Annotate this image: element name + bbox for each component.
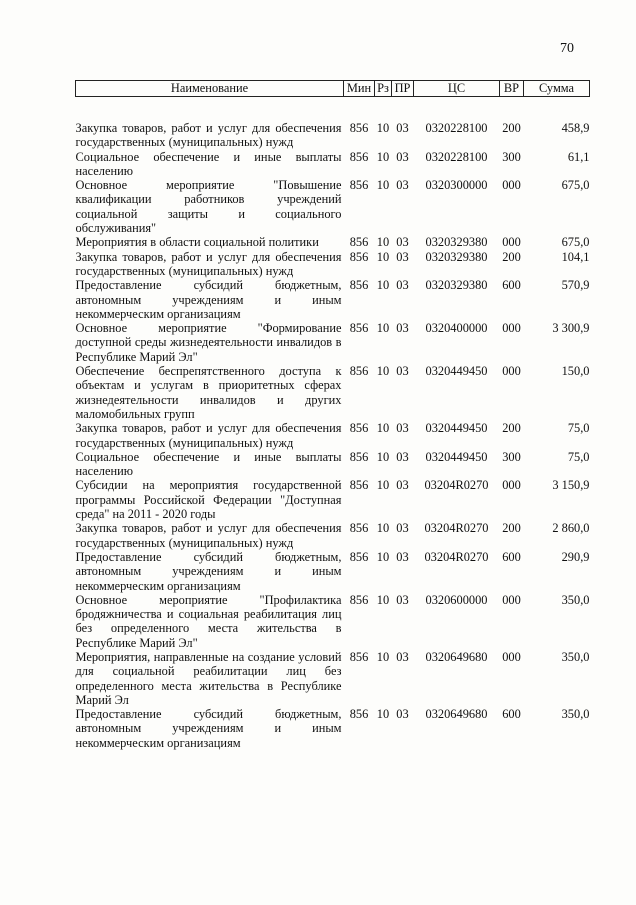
cell-cs: 0320329380 (425, 249, 488, 264)
cell-rz: 10 (376, 421, 390, 436)
cell-cs: 03204R0270 (424, 478, 489, 493)
cell-name: Мероприятия, направленные на создание условий для социальной реабилитации лиц без определенного места жительства в Республике Марий Эл (75, 649, 342, 707)
cell-pr: 03 (396, 478, 409, 493)
cell-cs: 0320329380 (425, 278, 488, 293)
cell-name: Закупка товаров, работ и услуг для обеспечения государственных (муниципальных) нужд (75, 521, 342, 550)
cell-pr: 03 (396, 364, 409, 379)
cell-cs: 0320449450 (425, 421, 488, 436)
cell-vr: 000 (502, 592, 521, 607)
cell-rz: 10 (376, 178, 390, 193)
header-cs: ЦС (414, 81, 500, 97)
table-row (76, 550, 590, 593)
cell-cs: 03204R0270 (424, 549, 489, 564)
cell-rz: 10 (376, 278, 390, 293)
cell-sum: 75,0 (567, 449, 590, 464)
cell-min: 856 (349, 321, 369, 336)
cell-rz: 10 (376, 649, 390, 664)
cell-name: Закупка товаров, работ и услуг для обеспечения государственных (муниципальных) нужд (75, 421, 342, 450)
cell-pr: 03 (396, 549, 409, 564)
cell-vr: 000 (502, 364, 521, 379)
cell-min: 856 (349, 649, 369, 664)
header-pr: ПР (392, 81, 414, 97)
cell-sum: 458,9 (561, 121, 590, 135)
cell-rz: 10 (376, 449, 390, 464)
cell-pr: 03 (396, 649, 409, 664)
table-header-row (76, 81, 590, 97)
cell-vr: 000 (502, 235, 521, 250)
cell-cs: 0320300000 (425, 178, 488, 193)
cell-pr: 03 (396, 421, 409, 436)
table-row (76, 521, 590, 550)
cell-vr: 600 (502, 549, 521, 564)
cell-cs: 0320649680 (425, 707, 488, 722)
cell-name: Социальное обеспечение и иные выплаты населению (75, 149, 342, 178)
cell-sum: 675,0 (561, 178, 590, 193)
cell-rz: 10 (376, 707, 390, 722)
cell-min: 856 (349, 421, 369, 436)
table-row (76, 364, 590, 421)
cell-sum: 290,9 (561, 549, 590, 564)
cell-pr: 03 (396, 449, 409, 464)
cell-vr: 000 (502, 178, 521, 193)
cell-name: Основное мероприятие "Повышение квалификации работников учреждений социальной защиты и социального обслуживания" (75, 178, 342, 236)
cell-vr: 000 (502, 478, 521, 493)
cell-cs: 0320228100 (425, 121, 488, 135)
cell-pr: 03 (396, 249, 409, 264)
cell-cs: 0320600000 (425, 592, 488, 607)
cell-pr: 03 (396, 235, 409, 250)
budget-table (75, 80, 590, 750)
cell-vr: 200 (502, 421, 521, 436)
cell-sum: 3 300,9 (552, 321, 590, 336)
cell-min: 856 (349, 278, 369, 293)
table-row (76, 250, 590, 279)
cell-pr: 03 (396, 707, 409, 722)
cell-sum: 3 150,9 (552, 478, 590, 493)
cell-sum: 350,0 (561, 707, 590, 722)
cell-min: 856 (349, 707, 369, 722)
cell-cs: 0320228100 (425, 149, 488, 164)
cell-name: Основное мероприятие "Профилактика бродяжничества и социальная реабилитация лиц без определенного места жительства в Республике Марий Эл" (75, 592, 342, 650)
cell-rz: 10 (376, 549, 390, 564)
cell-sum: 150,0 (561, 364, 590, 379)
table-row (76, 150, 590, 179)
cell-vr: 600 (502, 707, 521, 722)
cell-min: 856 (349, 449, 369, 464)
cell-min: 856 (349, 592, 369, 607)
cell-name: Социальное обеспечение и иные выплаты населению (75, 449, 342, 479)
cell-vr: 200 (502, 121, 521, 135)
header-name: Наименование (76, 81, 344, 97)
cell-vr: 300 (502, 149, 521, 164)
cell-min: 856 (349, 178, 369, 193)
cell-name: Закупка товаров, работ и услуг для обеспечения государственных (муниципальных) нужд (75, 249, 342, 278)
table-row (76, 97, 590, 150)
cell-name: Субсидии на мероприятия государственной программы Российской Федерации "Доступная среда" на 2011 - 2020 годы (75, 478, 342, 522)
table-row (76, 450, 590, 479)
table-row (76, 650, 590, 707)
cell-sum: 350,0 (561, 592, 590, 607)
cell-name: Предоставление субсидий бюджетным, автономным учреждениям и иным некоммерческим организациям (75, 549, 342, 593)
table-row (76, 178, 590, 235)
cell-rz: 10 (376, 364, 390, 379)
cell-pr: 03 (396, 121, 409, 135)
table-row (76, 593, 590, 650)
cell-pr: 03 (396, 521, 409, 536)
cell-vr: 000 (502, 649, 521, 664)
cell-name: Обеспечение беспрепятственного доступа к объектам и услугам в приоритетных сферах жизнедеятельности инвалидов и других маломобильных групп (75, 364, 342, 421)
table-row (76, 278, 590, 321)
cell-sum: 2 860,0 (552, 521, 590, 536)
cell-name: Предоставление субсидий бюджетным, автономным учреждениям и иным некоммерческим организациям (75, 707, 342, 750)
cell-rz: 10 (376, 592, 390, 607)
cell-name: Мероприятия в области социальной политики (75, 235, 319, 250)
cell-name: Основное мероприятие "Формирование доступной среды жизнедеятельности инвалидов в Республике Марий Эл" (75, 321, 342, 364)
cell-rz: 10 (376, 149, 390, 164)
table-row (76, 707, 590, 750)
cell-rz: 10 (376, 321, 390, 336)
cell-sum: 104,1 (561, 249, 590, 264)
table-row (76, 321, 590, 364)
cell-vr: 600 (502, 278, 521, 293)
cell-pr: 03 (396, 321, 409, 336)
cell-min: 856 (349, 249, 369, 264)
table-row (76, 478, 590, 521)
cell-cs: 0320329380 (425, 235, 488, 250)
cell-cs: 0320649680 (425, 649, 488, 664)
cell-rz: 10 (376, 121, 390, 135)
cell-min: 856 (349, 364, 369, 379)
cell-sum: 350,0 (561, 649, 590, 664)
cell-min: 856 (349, 521, 369, 536)
cell-pr: 03 (396, 592, 409, 607)
cell-cs: 0320400000 (425, 321, 488, 336)
table-row (76, 235, 590, 249)
cell-min: 856 (349, 149, 369, 164)
cell-min: 856 (349, 478, 369, 493)
cell-vr: 000 (502, 321, 521, 336)
cell-vr: 200 (502, 249, 521, 264)
cell-rz: 10 (376, 235, 390, 250)
header-sum: Сумма (524, 81, 590, 97)
cell-cs: 0320449450 (425, 449, 488, 464)
page-number: 70 (560, 41, 574, 56)
cell-rz: 10 (376, 521, 390, 536)
cell-rz: 10 (376, 249, 390, 264)
cell-sum: 75,0 (567, 421, 590, 436)
table-row (76, 421, 590, 450)
cell-rz: 10 (376, 478, 390, 493)
cell-min: 856 (349, 549, 369, 564)
cell-pr: 03 (396, 278, 409, 293)
cell-cs: 03204R0270 (424, 521, 489, 536)
cell-min: 856 (349, 235, 369, 250)
cell-pr: 03 (396, 178, 409, 193)
table-body (76, 97, 590, 751)
cell-sum: 675,0 (561, 235, 590, 250)
cell-name: Закупка товаров, работ и услуг для обеспечения государственных (муниципальных) нужд (75, 121, 342, 150)
cell-cs: 0320449450 (425, 364, 488, 379)
cell-sum: 61,1 (567, 149, 590, 164)
header-vr: ВР (500, 81, 524, 97)
header-min: Мин (344, 81, 375, 97)
cell-name: Предоставление субсидий бюджетным, автономным учреждениям и иным некоммерческим организациям (75, 278, 342, 321)
cell-min: 856 (349, 121, 369, 135)
cell-pr: 03 (396, 149, 409, 164)
cell-sum: 570,9 (561, 278, 590, 293)
header-rz: Рз (375, 81, 392, 97)
cell-vr: 200 (502, 521, 521, 536)
cell-vr: 300 (502, 449, 521, 464)
